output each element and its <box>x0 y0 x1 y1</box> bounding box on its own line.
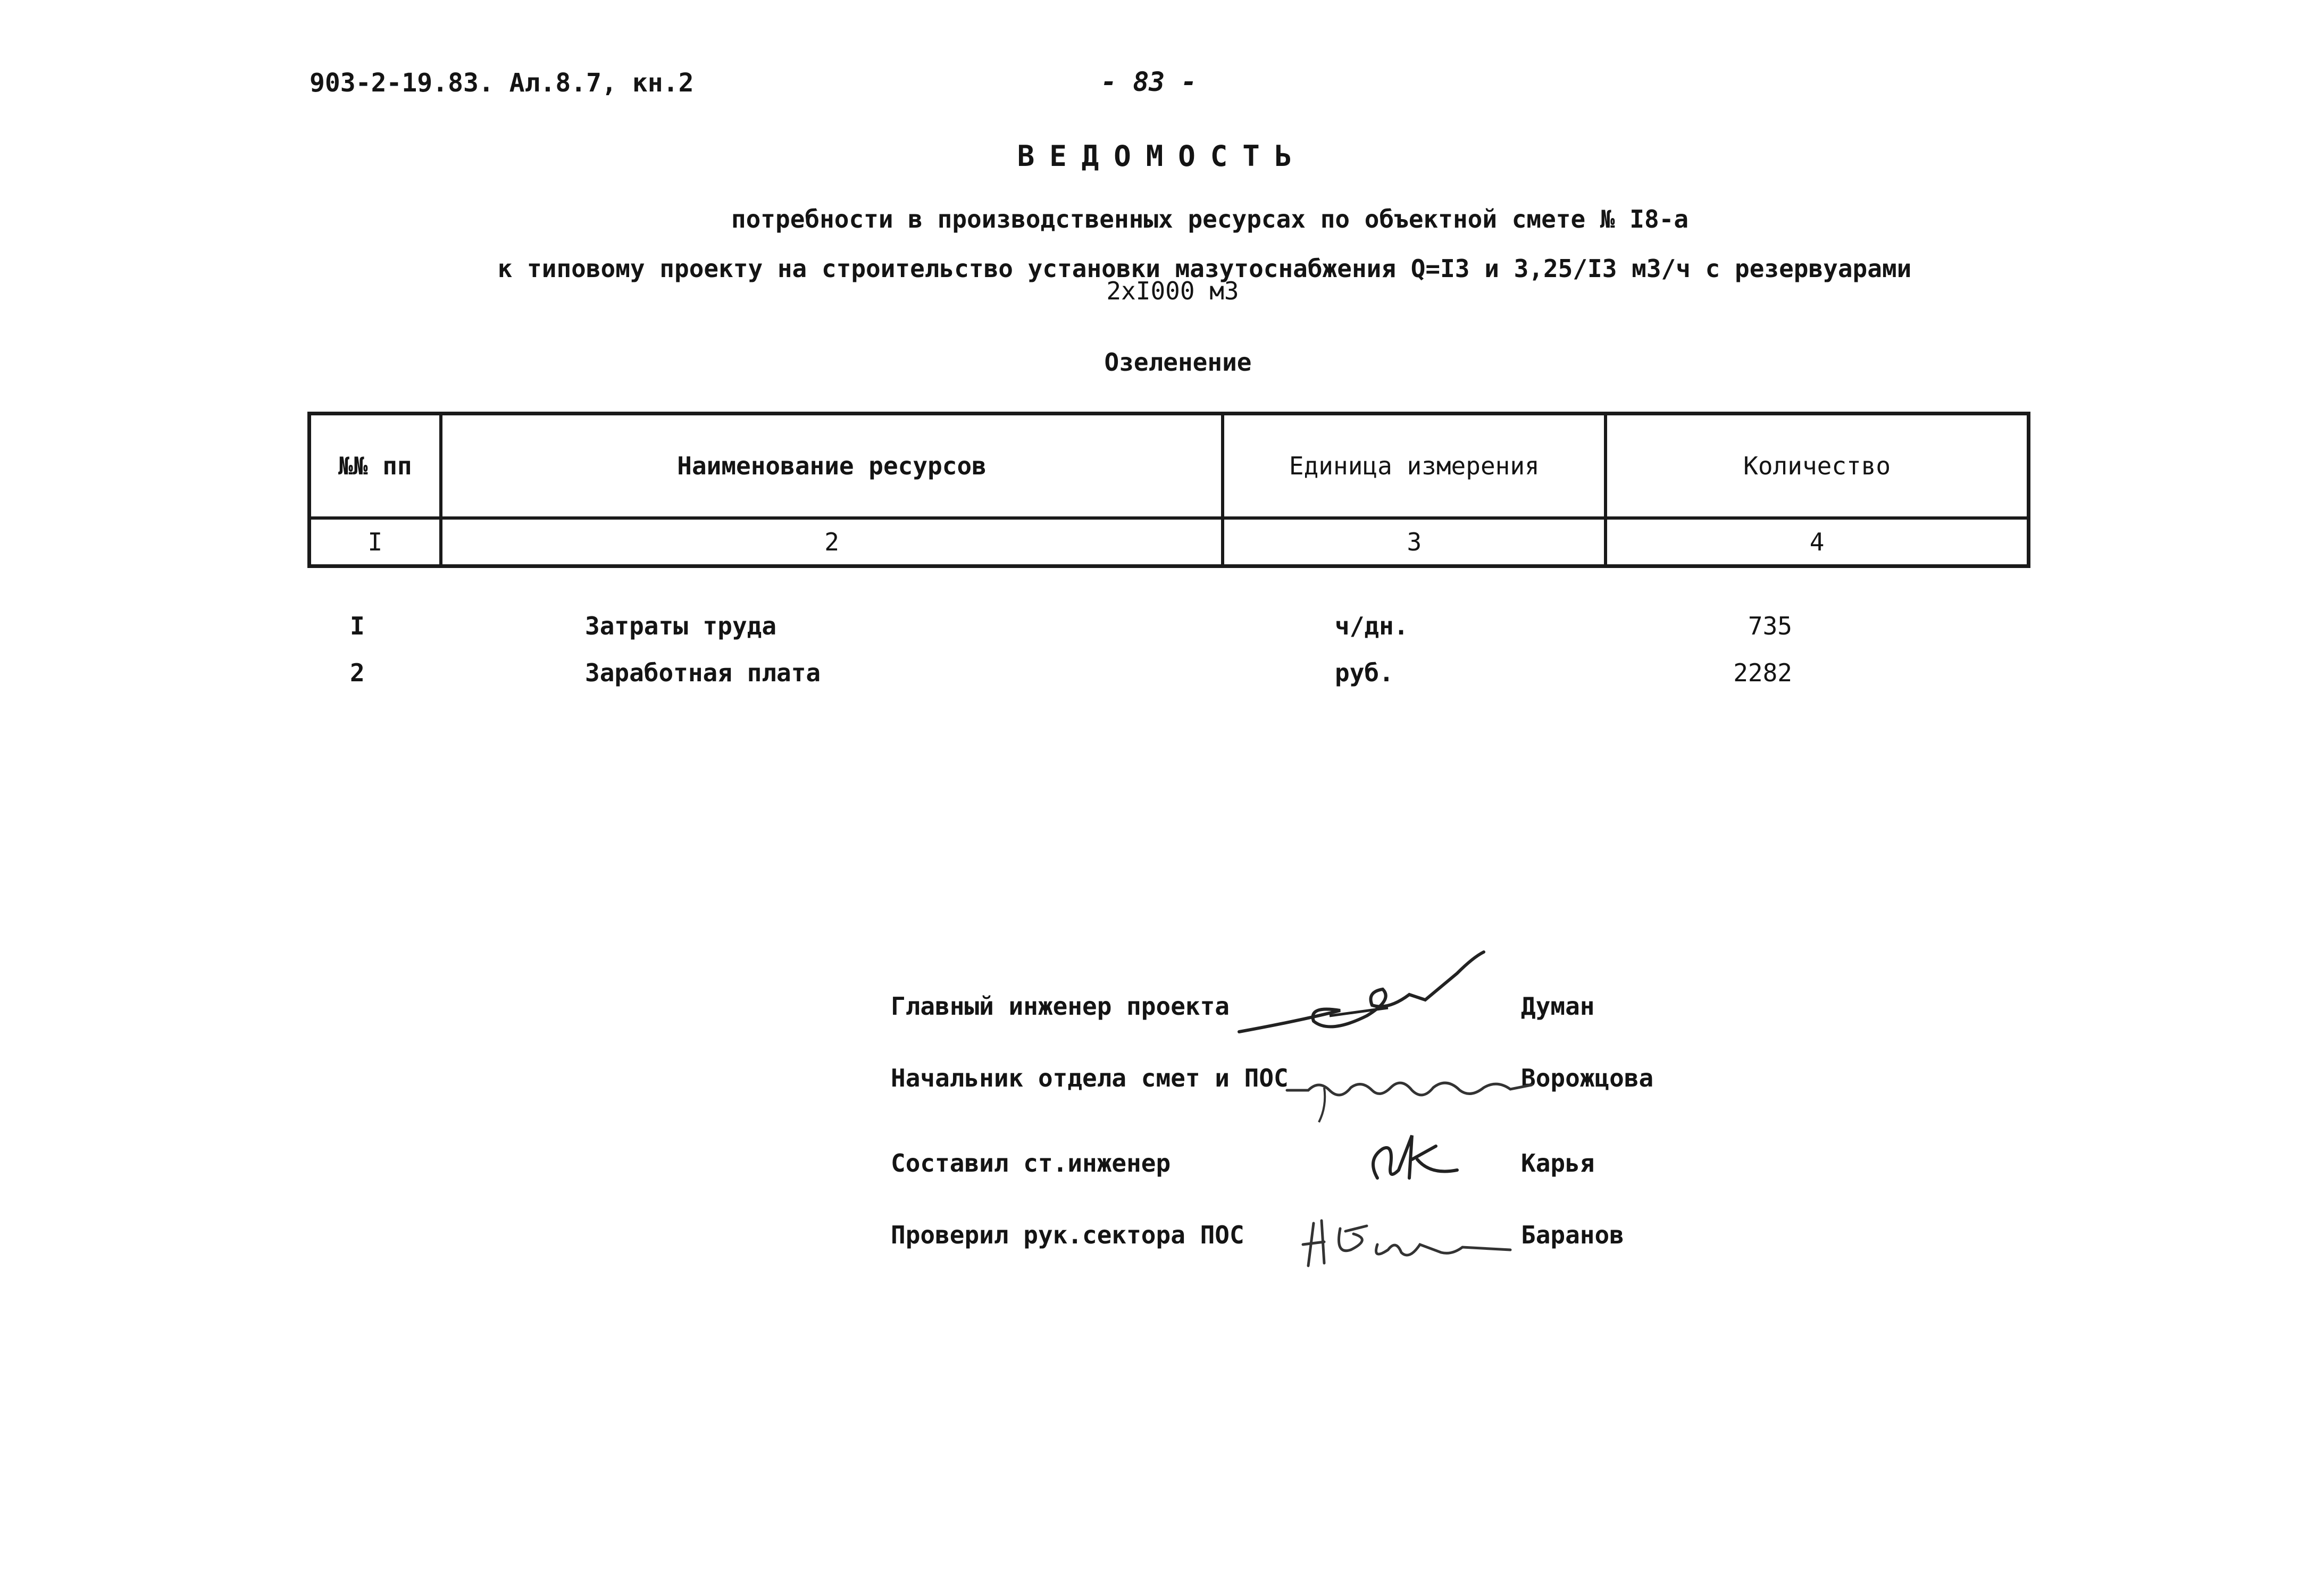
section-title: Озеленение <box>1104 348 1252 377</box>
table-header-row <box>310 414 2029 519</box>
header-quantity: Количество <box>1606 414 2028 519</box>
row-number: 2 <box>350 658 365 687</box>
signature-name: Ворожцова <box>1521 1064 1654 1092</box>
document-code: 903-2-19.83. Ал.8.7, кн.2 <box>310 68 694 98</box>
signature-name: Карья <box>1521 1149 1595 1178</box>
row-unit: руб. <box>1335 658 1394 687</box>
page-number: - 83 - <box>1101 66 1197 97</box>
header-number: №№ пп <box>310 414 441 519</box>
column-number: I <box>310 518 441 566</box>
signature-role: Главный инженер проекта <box>891 992 1230 1021</box>
table-column-numbers-row <box>310 518 2029 566</box>
handwritten-signature-icon <box>1303 1207 1516 1271</box>
column-number: 4 <box>1606 518 2028 566</box>
column-number: 3 <box>1223 518 1606 566</box>
signature-role: Проверил рук.сектора ПОС <box>891 1221 1244 1249</box>
document-title: ВЕДОМОСТЬ <box>1017 139 1307 173</box>
row-name: Затраты труда <box>585 612 777 640</box>
row-unit: ч/дн. <box>1335 612 1409 640</box>
handwritten-signature-icon <box>1287 1058 1542 1128</box>
handwritten-signature-icon <box>1234 941 1489 1048</box>
signature-role: Начальник отдела смет и ПОС <box>891 1064 1289 1092</box>
column-number: 2 <box>441 518 1223 566</box>
signature-role: Составил ст.инженер <box>891 1149 1171 1178</box>
row-quantity: 2282 <box>1733 658 1792 687</box>
resources-table <box>307 412 2030 568</box>
row-number: I <box>350 612 365 640</box>
signature-name: Думан <box>1521 992 1595 1021</box>
header-unit: Единица измерения <box>1223 414 1606 519</box>
subtitle-line-2: к типовому проекту на строительство установки мазутоснабжения Q=I3 и 3,25/I3 м3/ч с резервуарами <box>497 254 1912 283</box>
header-resource-name: Наименование ресурсов <box>441 414 1223 519</box>
signature-name: Баранов <box>1521 1221 1624 1249</box>
handwritten-signature-icon <box>1361 1128 1468 1186</box>
subtitle-line-3: 2xI000 м3 <box>1106 277 1239 305</box>
row-quantity: 735 <box>1748 612 1792 640</box>
subtitle-line-1: потребности в производственных ресурсах по объектной смете № I8-а <box>731 205 1689 233</box>
row-name: Заработная плата <box>585 658 821 687</box>
